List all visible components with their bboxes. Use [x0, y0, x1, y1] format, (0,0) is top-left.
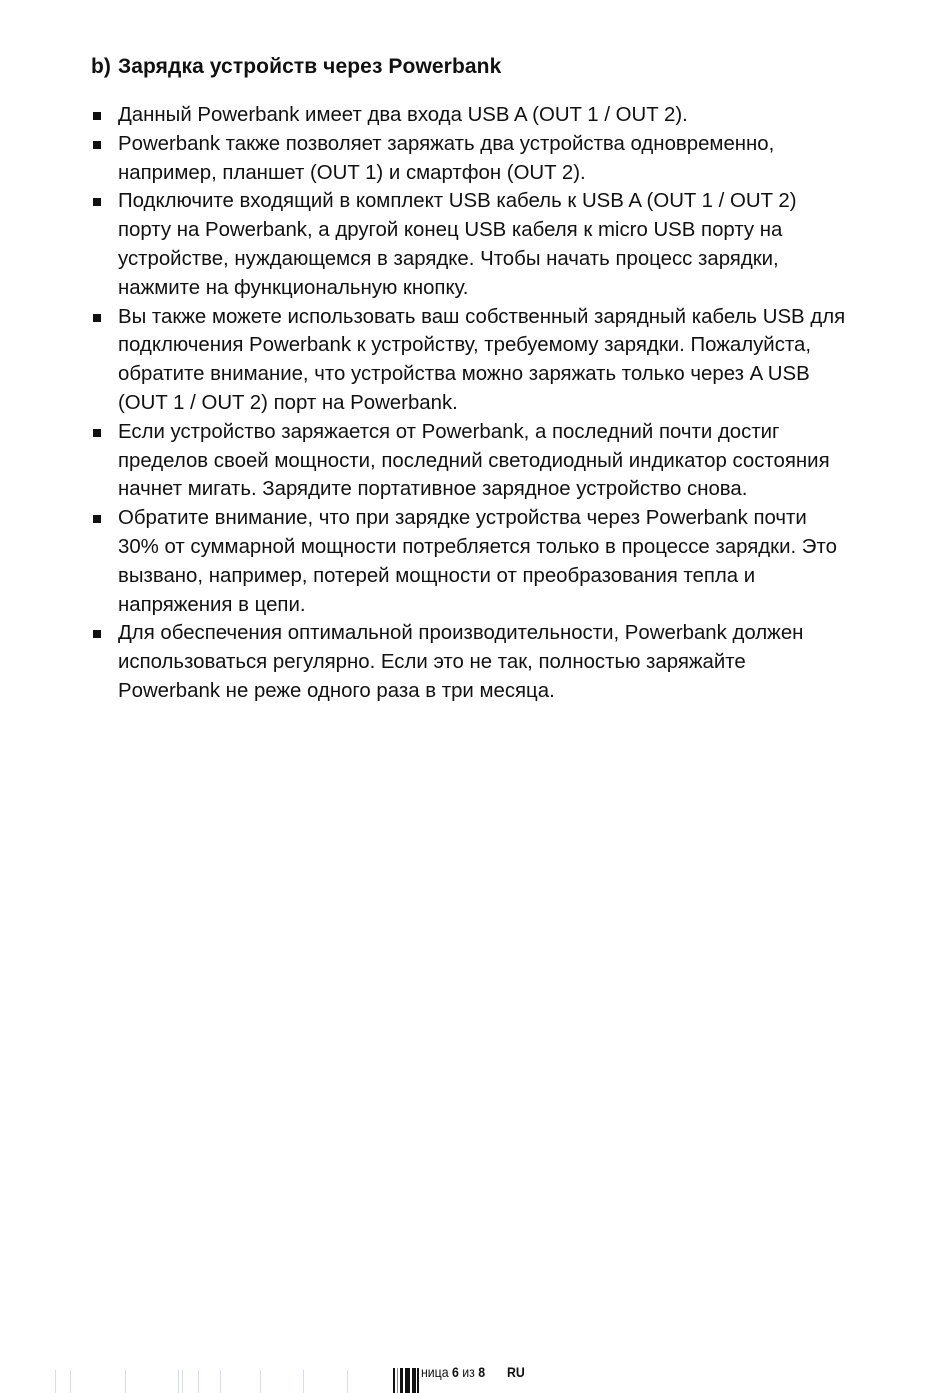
section-marker: b) [91, 55, 112, 78]
page-total: 8 [478, 1364, 486, 1380]
square-bullet-icon [93, 112, 101, 120]
list-item [91, 303, 851, 418]
barcode-icon [393, 1368, 419, 1393]
section-title: Зарядка устройств через Powerbank [118, 55, 502, 78]
list-item-text: Подключите входящий в комплект USB кабель к USB A (OUT 1 / OUT 2) порту на Powerbank, а другой конец USB кабеля к micro USB порту на устройстве, нуждающемся в зарядке. Чтобы начать процесс зарядки, нажмите на функциональную кнопку. [118, 190, 797, 299]
scan-tick [260, 1370, 261, 1393]
square-bullet-icon [93, 198, 101, 206]
list-item-text: Данный Powerbank имеет два входа USB A (OUT 1 / OUT 2). [118, 104, 688, 126]
square-bullet-icon [93, 429, 101, 437]
page-footer [0, 1360, 950, 1393]
scan-tick [347, 1370, 348, 1393]
list-item [91, 504, 851, 619]
list-item [91, 101, 851, 130]
square-bullet-icon [93, 630, 101, 638]
page-number [421, 1364, 485, 1380]
list-item-text: Для обеспечения оптимальной производительности, Powerbank должен использоваться регулярно. Если это не так, полностью заряжайте Powerbank не реже одного раза в три месяца. [118, 622, 804, 702]
scan-tick [70, 1370, 71, 1393]
list-item-text: Вы также можете использовать ваш собственный зарядный кабель USB для подключения Powerbank к устройству, требуемому зарядки. Пожалуйста, обратите внимание, что устройства можно заряжать только через A USB (OUT 1 / OUT 2) порт на Powerbank. [118, 305, 846, 414]
scan-tick [182, 1370, 183, 1393]
page-number-separator: из [458, 1364, 479, 1380]
instruction-list [91, 101, 851, 706]
scan-tick [55, 1370, 56, 1393]
page-current: 6 [452, 1364, 459, 1380]
list-item-text: Обратите внимание, что при зарядке устройства через Powerbank почти 30% от суммарной мощности потребляется только в процессе зарядки. Это вызвано, например, потерей мощности от преобразования тепла и напряжения в цепи. [118, 507, 837, 616]
square-bullet-icon [93, 314, 101, 322]
list-item [91, 130, 851, 188]
list-item [91, 418, 851, 504]
scan-tick [198, 1370, 199, 1393]
scan-tick [178, 1370, 179, 1393]
square-bullet-icon [93, 141, 101, 149]
language-code: RU [507, 1364, 525, 1380]
list-item [91, 619, 851, 705]
scan-tick [303, 1370, 304, 1393]
section-heading [91, 55, 501, 79]
scan-tick [220, 1370, 221, 1393]
list-item-text: Если устройство заряжается от Powerbank, а последний почти достиг пределов своей мощности, последний светодиодный индикатор состояния начнет мигать. Зарядите портативное зарядное устройство снова. [118, 420, 830, 501]
page-number-prefix: ница [421, 1364, 453, 1380]
scan-tick [125, 1370, 126, 1393]
footer-scan-marks [50, 1370, 390, 1393]
list-item [91, 187, 851, 302]
square-bullet-icon [93, 515, 101, 523]
list-item-text: Powerbank также позволяет заряжать два устройства одновременно, например, планшет (OUT 1) и смартфон (OUT 2). [118, 132, 775, 184]
